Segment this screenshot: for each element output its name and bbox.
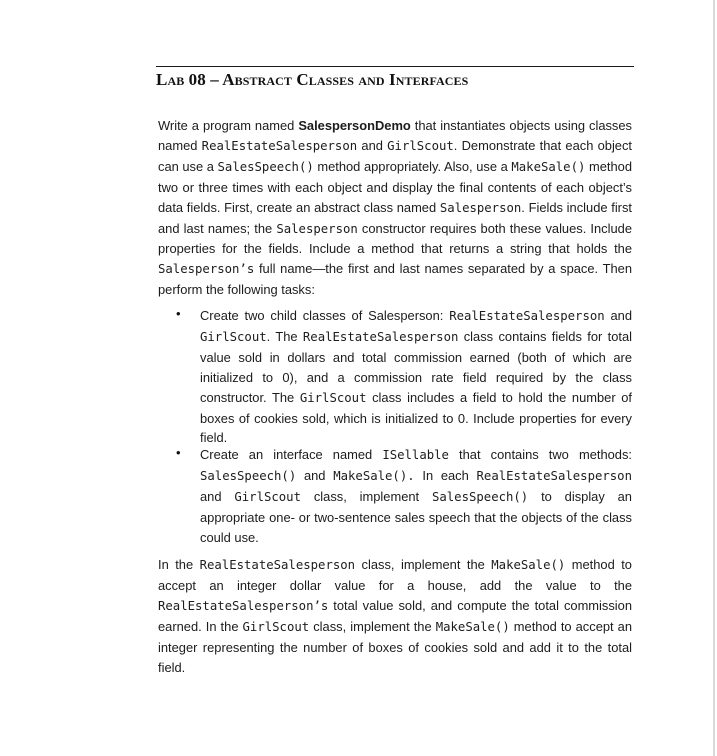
bullet-item-child-classes: Create two child classes of Salesperson: RealEstateSalesperson and GirlScout. The RealEstateSalesperson class contains fields for total value sold in dollars and total commission earned (both of which are initialized to 0), and a commission rate field required by the class constructor. The GirlScout class includes a field to hold the number of boxes of cookies sold, which is initialized to 0. Include properties for every field. bbox=[200, 308, 633, 446]
bullet-dot-icon: • bbox=[176, 445, 181, 460]
page-title bbox=[156, 70, 468, 90]
bullet-item-interface: Create an interface named ISellable that contains two methods: SalesSpeech() and MakeSale(). In each RealEstateSalesperson and GirlScout class, implement SalesSpeech() to display an appropriate one- or two-sentence sales speech that the objects of the class could use. bbox=[200, 447, 632, 545]
intro-paragraph: Write a program named SalespersonDemo that instantiates objects using classes named RealEstateSalesperson and GirlScout. Demonstrate that each object can use a SalesSpeech() method appropriately. Also, use a MakeSale() method two or three times with each object and display the final contents of each object’s data fields. First, create an abstract class named Salesperson. Fields include first and last names; the Salesperson constructor requires both these values. Include properties for the fields. Include a method that returns a string that holds the Salesperson’s full name—the first and last names separated by a space. Then perform the following tasks: bbox=[158, 118, 633, 298]
title-main: Abstract Classes and Interfaces bbox=[222, 70, 469, 89]
title-prefix: Lab 08 – bbox=[156, 70, 223, 89]
bullet-dot-icon: • bbox=[176, 306, 181, 321]
closing-paragraph: In the RealEstateSalesperson class, implement the MakeSale() method to accept an integer dollar value for a house, add the value to the RealEstateSalesperson’s total value sold, and compute the total commission earned. In the GirlScout class, implement the MakeSale() method to accept an integer representing the number of boxes of cookies sold and add it to the total field. bbox=[158, 557, 632, 675]
page-right-edge bbox=[713, 0, 715, 756]
program-name: SalespersonDemo bbox=[298, 118, 411, 133]
title-rule bbox=[156, 66, 634, 67]
